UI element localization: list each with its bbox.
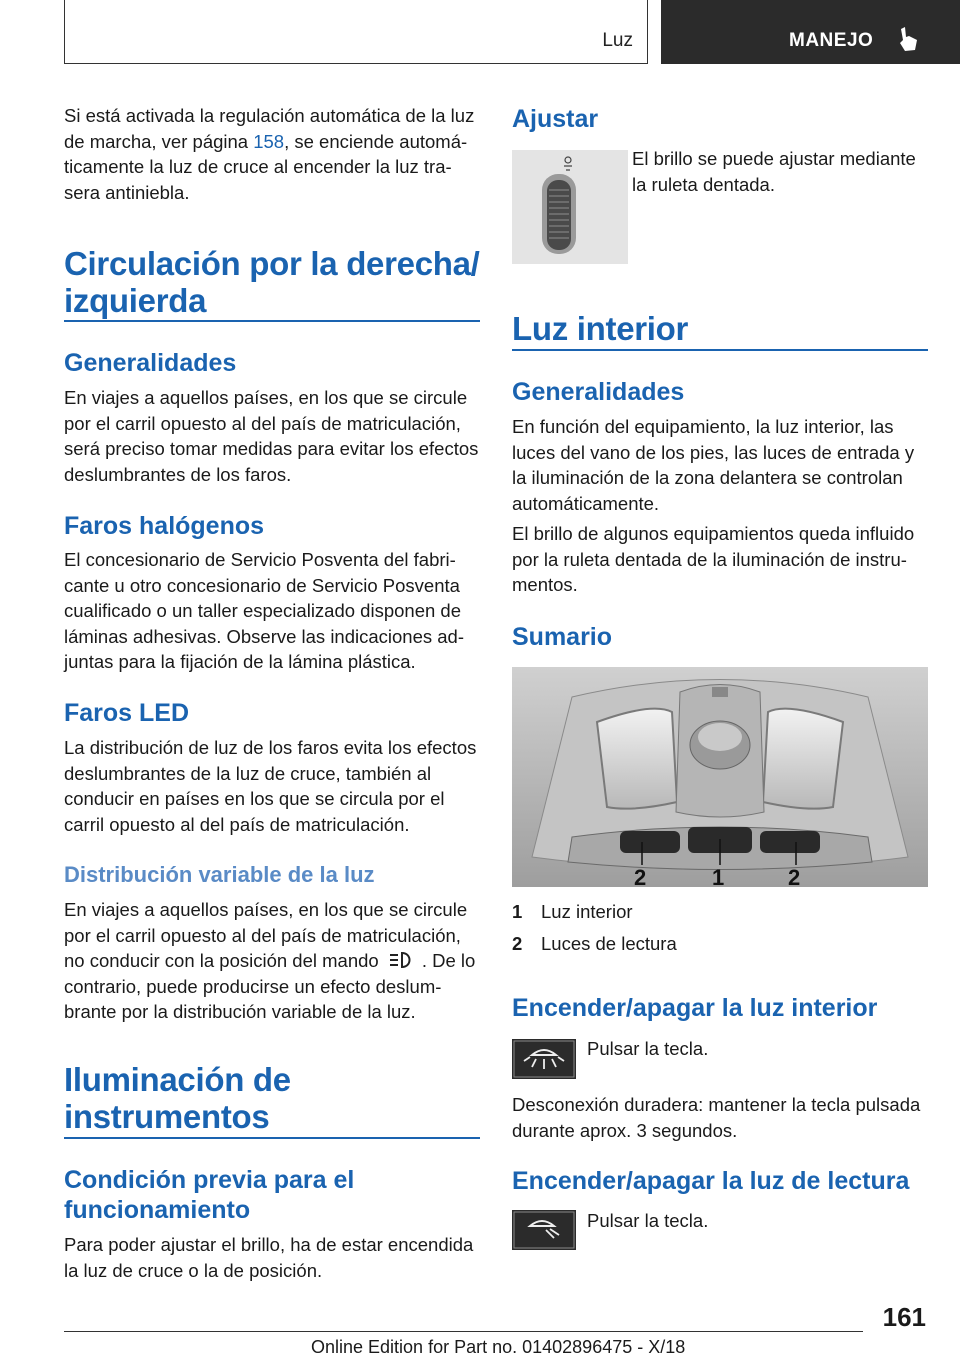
- paragraph-distribucion: En viajes a aquellos países, en los que se circule por el carril opuesto al del país de matriculación, no conducir con la posición del mando . De lo contrario, puede producirse un efecto deslumbrante por la distribución variable de la luz.: [64, 899, 476, 1022]
- chapter-tab-label: MANEJO: [789, 30, 874, 51]
- header-section-box: [64, 0, 648, 64]
- heading-circulacion: Circulación por la derecha/ izquierda: [64, 245, 480, 319]
- paragraph-desconexion: Desconexión duradera: mantener la tecla pulsada durante aprox. 3 segundos.: [512, 1094, 921, 1141]
- legend-text: Luces de lectura: [541, 933, 677, 954]
- figure-label: 1: [712, 865, 725, 887]
- thumbwheel-image: [512, 150, 628, 264]
- heading-rule: [64, 1137, 480, 1139]
- legend-number: 1: [512, 901, 523, 922]
- heading-distribucion: Distribución variable de la luz: [64, 862, 375, 887]
- heading-encender-lectura: Encender/apagar la luz de lectura: [512, 1167, 910, 1195]
- paragraph-led: La distribución de luz de los faros evita los efectos deslumbrantes de la luz de cruce, también al conducir en países en los que se circula por el carril opuesto al del país de matriculación.: [64, 737, 477, 835]
- page-link[interactable]: 158: [253, 130, 285, 152]
- heading-condicion: Condición previa para el funcionamiento: [64, 1166, 355, 1224]
- headlight-control-icon: [388, 950, 418, 970]
- interior-light-image: [512, 667, 928, 887]
- figure-label: 2: [788, 865, 801, 887]
- heading-iluminacion: Iluminación de instrumentos: [64, 1061, 291, 1135]
- paragraph-halogenos: El concesionario de Servicio Posventa del fabricante u otro concesionario de Servicio Posventa cualificado o un taller especializado disponen de láminas adhesivas. Observe las indicaciones adjuntas para la fijación de la lámina plástica.: [64, 549, 465, 672]
- paragraph-pulsar-2: Pulsar la tecla.: [587, 1210, 709, 1231]
- paragraph-generalidades: En viajes a aquellos países, en los que se circule por el carril opuesto al del país de matriculación, será preciso tomar medidas para evitar los efectos deslumbrantes de los faros.: [64, 387, 479, 485]
- paragraph-ajustar: El brillo se puede ajustar mediante la ruleta dentada.: [632, 148, 916, 195]
- heading-luz-interior: Luz interior: [512, 310, 689, 347]
- heading-rule: [64, 320, 480, 322]
- paragraph-generalidades-1: En función del equipamiento, la luz interior, las luces del vano de los pies, las luces de entrada y la iluminación de la zona delantera se controlan automáticamente.: [512, 416, 915, 514]
- heading-encender-interior: Encender/apagar la luz interior: [512, 994, 878, 1022]
- footer-rule: [64, 1331, 863, 1332]
- page-number: 161: [882, 1302, 926, 1332]
- paragraph-pulsar-1: Pulsar la tecla.: [587, 1038, 709, 1059]
- heading-rule: [512, 349, 928, 351]
- heading-faros-halogenos: Faros halógenos: [64, 512, 265, 540]
- paragraph-condicion: Para poder ajustar el brillo, ha de estar encendida la luz de cruce o la de posición.: [64, 1234, 474, 1281]
- legend-number: 2: [512, 933, 523, 954]
- paragraph-generalidades-2: El brillo de algunos equipamientos queda influido por la ruleta dentada de la iluminación de instrumentos.: [512, 523, 915, 595]
- edition-text: Online Edition for Part no. 01402896475 - X/18: [311, 1337, 686, 1357]
- steering-hand-icon: [897, 26, 919, 52]
- interior-light-button-icon: [512, 1039, 576, 1079]
- section-title: Luz: [602, 30, 633, 51]
- legend-text: Luz interior: [541, 901, 633, 922]
- intro-paragraph: Si está activada la regulación automática de la luz de marcha, ver página 158, se enciende automáticamente la luz de cruce al encender la luz trasera antiniebla.: [64, 105, 475, 203]
- heading-faros-led: Faros LED: [64, 699, 190, 727]
- reading-light-button-icon: [512, 1210, 576, 1250]
- heading-sumario: Sumario: [512, 623, 613, 651]
- chapter-tab[interactable]: [661, 0, 960, 64]
- heading-generalidades-right: Generalidades: [512, 378, 685, 406]
- heading-generalidades: Generalidades: [64, 349, 237, 377]
- figure-label: 2: [634, 865, 647, 887]
- heading-ajustar: Ajustar: [512, 105, 599, 133]
